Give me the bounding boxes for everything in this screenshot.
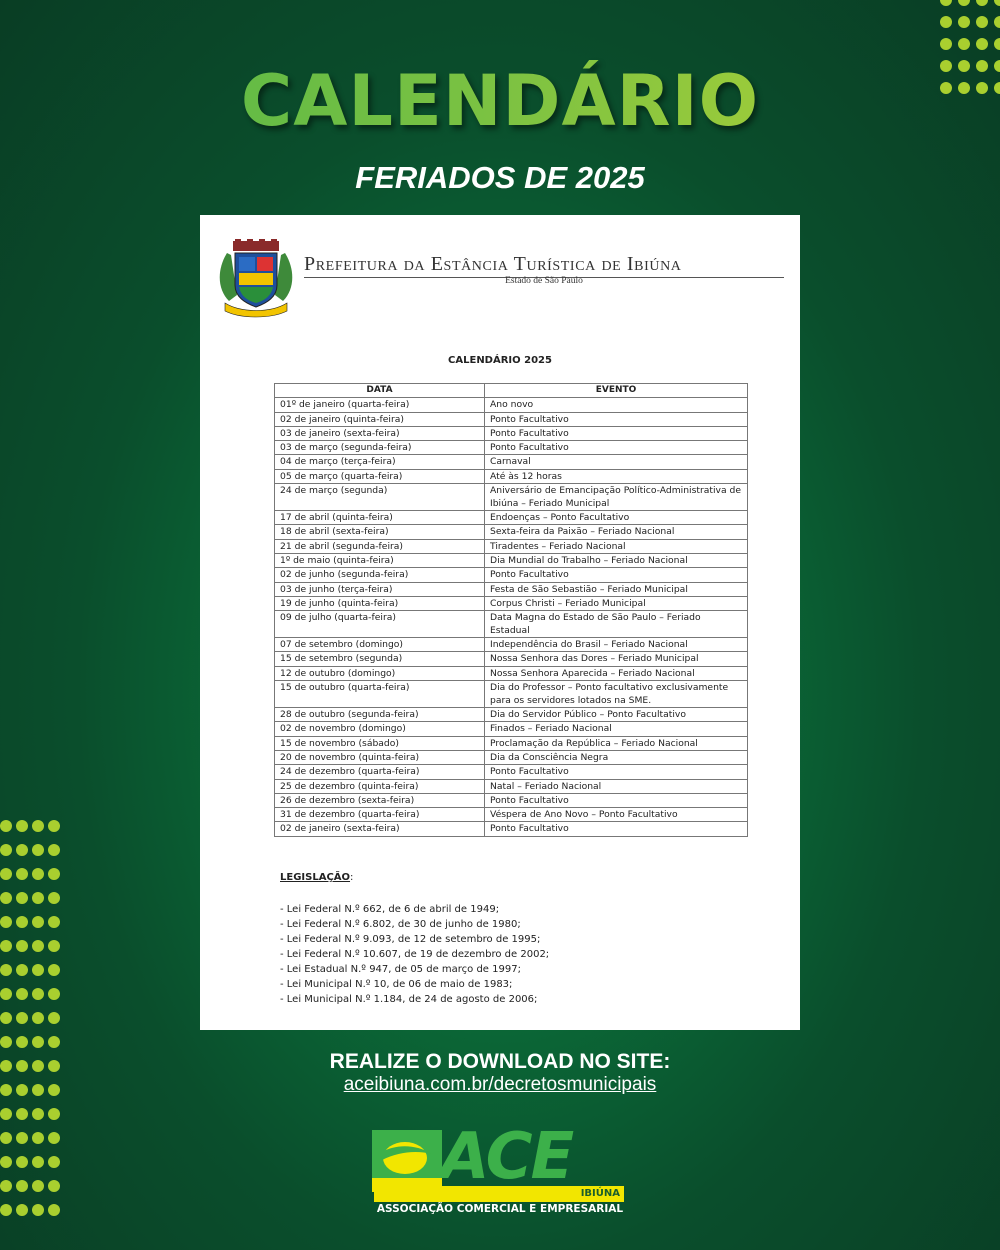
row-event: Festa de São Sebastião – Feriado Municipal [485,582,748,596]
table-row [275,765,748,779]
row-date: 02 de junho (segunda-feira) [275,568,485,582]
table-row [275,469,748,483]
table-row [275,426,748,440]
ibiuna-crest-icon [217,239,295,319]
ace-logo-icon [372,1130,442,1192]
row-event: Dia do Servidor Público – Ponto Facultativo [485,708,748,722]
brand-city: IBIÚNA [580,1188,620,1199]
row-date: 26 de dezembro (sexta-feira) [275,793,485,807]
holiday-table [274,383,748,837]
legislation-item: - Lei Federal N.º 9.093, de 12 de setembro de 1995; [280,934,541,945]
row-event: Natal – Feriado Nacional [485,779,748,793]
row-event: Data Magna do Estado de São Paulo – Feriado Estadual [485,611,748,638]
row-date: 1º de maio (quinta-feira) [275,553,485,567]
row-date: 17 de abril (quinta-feira) [275,511,485,525]
page-subtitle: FERIADOS DE 2025 [355,160,645,195]
table-row [275,412,748,426]
row-event: Ano novo [485,398,748,412]
row-event: Dia Mundial do Trabalho – Feriado Nacional [485,553,748,567]
brand-name: ACE [440,1120,573,1194]
table-row [275,596,748,610]
row-event: Aniversário de Emancipação Político-Administrativa de Ibiúna – Feriado Municipal [485,484,748,511]
table-row [275,822,748,836]
row-date: 05 de março (quarta-feira) [275,469,485,483]
row-event: Ponto Facultativo [485,426,748,440]
table-row [275,539,748,553]
prefeitura-state: Estado de São Paulo [505,276,583,286]
column-header-event: EVENTO [485,384,748,398]
table-row [275,652,748,666]
calendar-document [200,215,800,1030]
row-date: 03 de janeiro (sexta-feira) [275,426,485,440]
legislation-list [280,902,549,1007]
legislation-item: - Lei Federal N.º 662, de 6 de abril de 1949; [280,904,500,915]
table-row [275,511,748,525]
table-row [275,808,748,822]
page-title: CALENDÁRIO [0,60,1000,142]
row-date: 20 de novembro (quinta-feira) [275,750,485,764]
row-date: 19 de junho (quinta-feira) [275,596,485,610]
row-event: Nossa Senhora Aparecida – Feriado Nacional [485,666,748,680]
row-date: 15 de setembro (segunda) [275,652,485,666]
table-row [275,779,748,793]
row-event: Endoenças – Ponto Facultativo [485,511,748,525]
table-row [275,611,748,638]
row-date: 01º de janeiro (quarta-feira) [275,398,485,412]
row-event: Ponto Facultativo [485,441,748,455]
row-event: Nossa Senhora das Dores – Feriado Municipal [485,652,748,666]
row-event: Ponto Facultativo [485,822,748,836]
row-date: 21 de abril (segunda-feira) [275,539,485,553]
row-date: 28 de outubro (segunda-feira) [275,708,485,722]
table-row [275,398,748,412]
row-date: 04 de março (terça-feira) [275,455,485,469]
prefeitura-name: Prefeitura da Estância Turística de Ibiúna [304,253,784,278]
row-event: Proclamação da República – Feriado Nacional [485,736,748,750]
legislation-item: - Lei Municipal N.º 10, de 06 de maio de 1983; [280,979,513,990]
table-row [275,793,748,807]
row-event: Ponto Facultativo [485,412,748,426]
row-event: Corpus Christi – Feriado Municipal [485,596,748,610]
row-event: Finados – Feriado Nacional [485,722,748,736]
row-event: Sexta-feira da Paixão – Feriado Nacional [485,525,748,539]
row-date: 02 de janeiro (sexta-feira) [275,822,485,836]
row-date: 07 de setembro (domingo) [275,638,485,652]
row-date: 02 de novembro (domingo) [275,722,485,736]
table-row [275,708,748,722]
row-date: 15 de outubro (quarta-feira) [275,681,485,708]
table-row [275,441,748,455]
decorative-dots-left [0,820,60,1216]
row-event: Tiradentes – Feriado Nacional [485,539,748,553]
table-row [275,484,748,511]
table-row [275,736,748,750]
document-title: CALENDÁRIO 2025 [448,355,552,366]
table-row [275,750,748,764]
table-row [275,681,748,708]
row-date: 18 de abril (sexta-feira) [275,525,485,539]
table-row [275,722,748,736]
table-row [275,666,748,680]
legislation-colon: : [350,872,354,883]
download-label: REALIZE O DOWNLOAD NO SITE: [329,1050,671,1073]
row-date: 03 de junho (terça-feira) [275,582,485,596]
row-date: 24 de dezembro (quarta-feira) [275,765,485,779]
table-row [275,455,748,469]
column-header-date: DATA [275,384,485,398]
row-date: 24 de março (segunda) [275,484,485,511]
row-date: 15 de novembro (sábado) [275,736,485,750]
table-header-row [275,384,748,398]
table-row [275,638,748,652]
table-row [275,568,748,582]
legislation-item: - Lei Municipal N.º 1.184, de 24 de agosto de 2006; [280,994,538,1005]
row-event: Dia do Professor – Ponto facultativo exclusivamente para os servidores lotados na SME. [485,681,748,708]
table-row [275,582,748,596]
row-event: Até às 12 horas [485,469,748,483]
row-date: 12 de outubro (domingo) [275,666,485,680]
row-event: Dia da Consciência Negra [485,750,748,764]
row-date: 31 de dezembro (quarta-feira) [275,808,485,822]
row-date: 25 de dezembro (quinta-feira) [275,779,485,793]
row-date: 03 de março (segunda-feira) [275,441,485,455]
download-link[interactable]: aceibiuna.com.br/decretosmunicipais [343,1074,657,1095]
row-event: Ponto Facultativo [485,765,748,779]
brand-subtitle: ASSOCIAÇÃO COMERCIAL E EMPRESARIAL [376,1203,624,1215]
row-date: 09 de julho (quarta-feira) [275,611,485,638]
row-event: Ponto Facultativo [485,568,748,582]
row-date: 02 de janeiro (quinta-feira) [275,412,485,426]
row-event: Ponto Facultativo [485,793,748,807]
legislation-heading [280,872,353,883]
legislation-item: - Lei Federal N.º 10.607, de 19 de dezembro de 2002; [280,949,550,960]
legislation-title: LEGISLAÇÃO [280,872,351,883]
table-row [275,525,748,539]
row-event: Carnaval [485,455,748,469]
row-event: Véspera de Ano Novo – Ponto Facultativo [485,808,748,822]
table-row [275,553,748,567]
legislation-item: - Lei Federal N.º 6.802, de 30 de junho de 1980; [280,919,521,930]
row-event: Independência do Brasil – Feriado Nacional [485,638,748,652]
legislation-item: - Lei Estadual N.º 947, de 05 de março de 1997; [280,964,521,975]
